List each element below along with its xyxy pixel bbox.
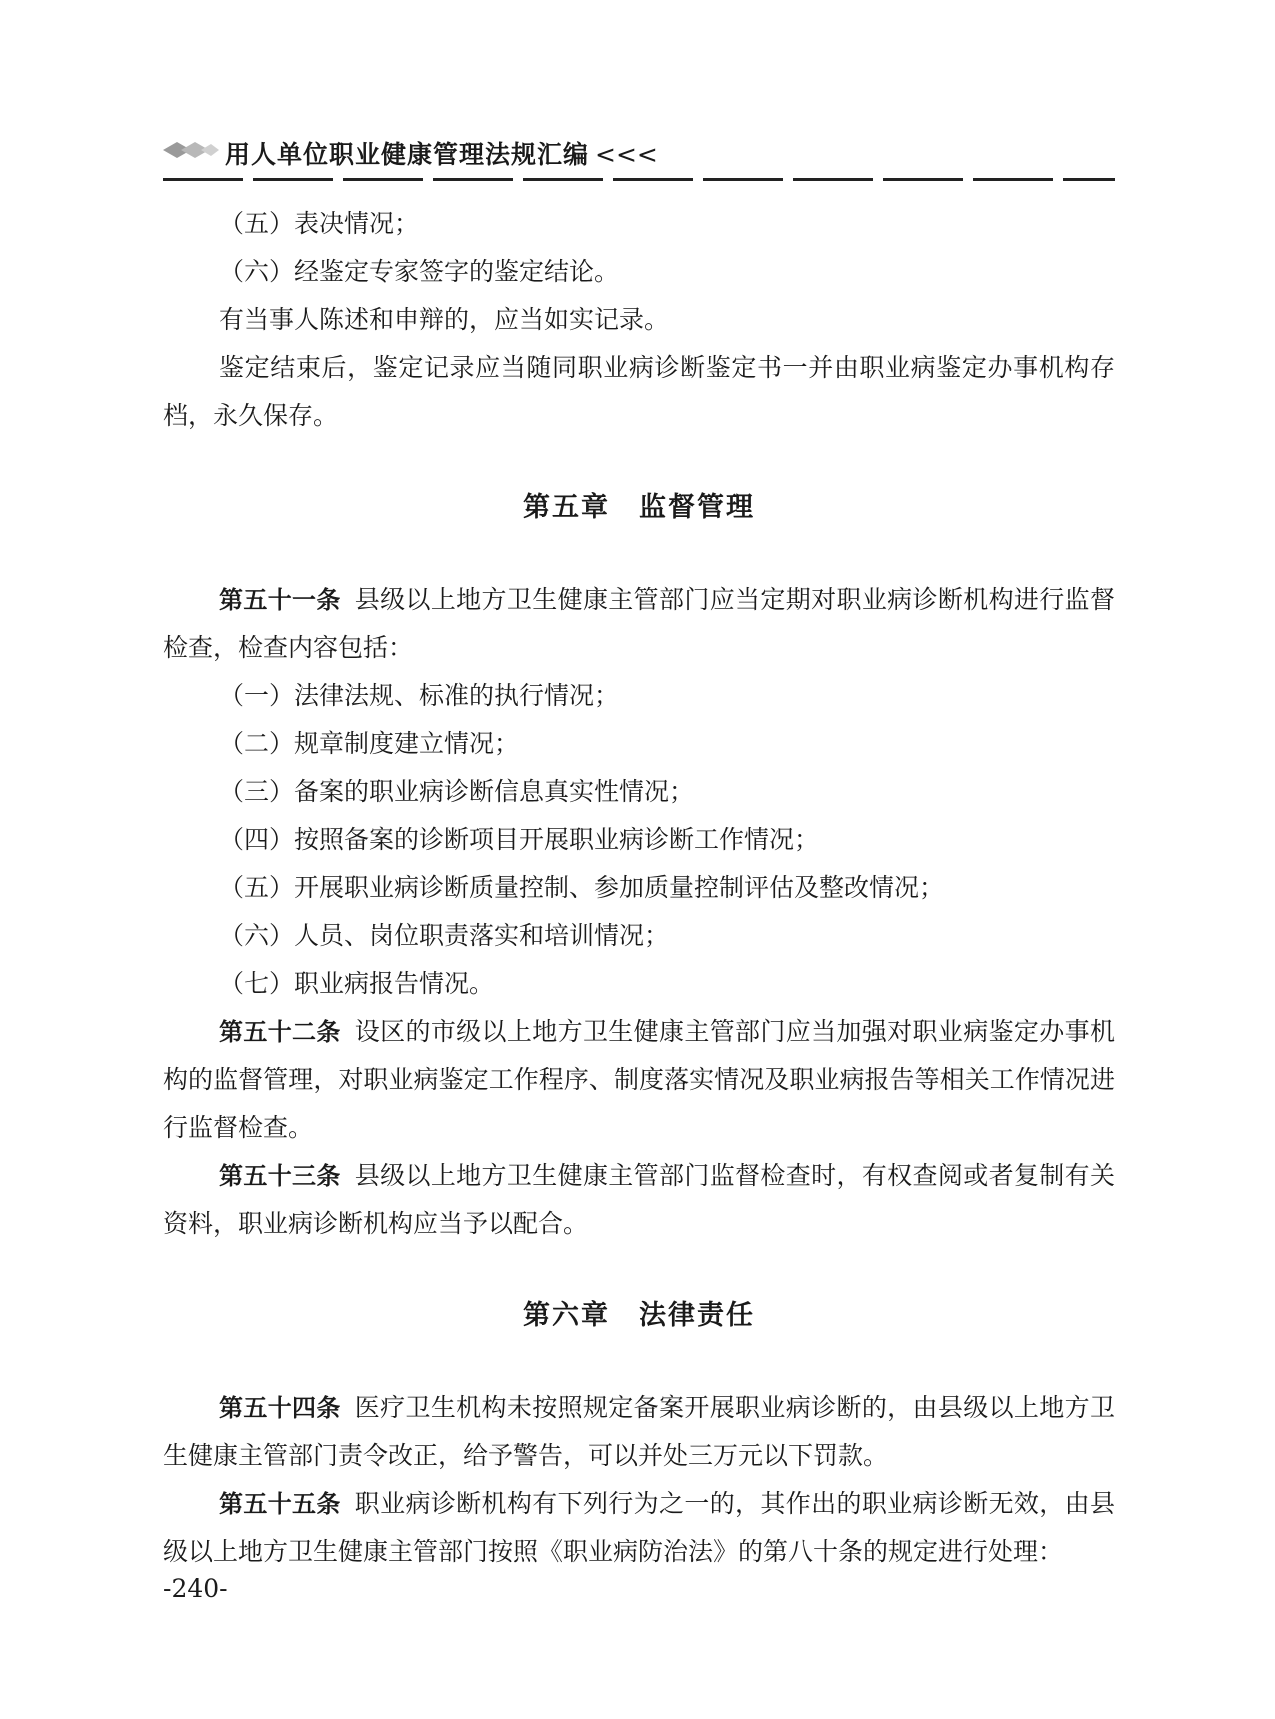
list-item: （四）按照备案的诊断项目开展职业病诊断工作情况； (219, 825, 820, 854)
article-52 (163, 1008, 1115, 1152)
article-text: 设区的市级以上地方卫生健康主管部门应当加强对职业病鉴定办事机构的监督管理，对职业病鉴定工作程序、制度落实情况及职业病报告等相关工作情况进行监督检查。 (163, 1017, 1115, 1142)
article-55 (163, 1480, 1115, 1576)
article-53 (163, 1152, 1115, 1248)
book-title: 用人单位职业健康管理法规汇编 (225, 140, 590, 169)
paragraph: 鉴定结束后，鉴定记录应当随同职业病诊断鉴定书一并由职业病鉴定办事机构存档，永久保存。 (163, 353, 1115, 430)
article-label: 第五十一条 (219, 586, 341, 614)
list-item: （五）表决情况； (219, 209, 420, 238)
header-rule (163, 178, 1115, 181)
article-54 (163, 1384, 1115, 1480)
chapter-title: 第六章 法律责任 (523, 1300, 755, 1331)
article-text: 医疗卫生机构未按照规定备案开展职业病诊断的，由县级以上地方卫生健康主管部门责令改正，给予警告，可以并处三万元以下罚款。 (163, 1393, 1115, 1470)
article-label: 第五十四条 (219, 1394, 341, 1422)
list-item: （六）经鉴定专家签字的鉴定结论。 (219, 257, 620, 286)
page-content (163, 200, 1115, 1576)
double-diamond-icon (163, 139, 219, 161)
article-label: 第五十二条 (219, 1018, 341, 1046)
article-text: 县级以上地方卫生健康主管部门监督检查时，有权查阅或者复制有关资料，职业病诊断机构应当予以配合。 (163, 1161, 1115, 1238)
list-item: （五）开展职业病诊断质量控制、参加质量控制评估及整改情况； (219, 873, 945, 902)
paragraph: 有当事人陈述和申辩的，应当如实记录。 (219, 305, 670, 334)
running-header (163, 135, 1115, 175)
article-label: 第五十三条 (219, 1162, 341, 1190)
list-item: （六）人员、岗位职责落实和培训情况； (219, 921, 670, 950)
page-number: -240- (163, 1574, 228, 1603)
list-item: （三）备案的职业病诊断信息真实性情况； (219, 777, 695, 806)
article-label: 第五十五条 (219, 1490, 341, 1518)
list-item: （七）职业病报告情况。 (219, 969, 495, 998)
header-chevrons: <<< (595, 140, 658, 169)
list-item: （二）规章制度建立情况； (219, 729, 520, 758)
article-text: 职业病诊断机构有下列行为之一的，其作出的职业病诊断无效，由县级以上地方卫生健康主管部门按照《职业病防治法》的第八十条的规定进行处理： (163, 1489, 1115, 1566)
list-item: （一）法律法规、标准的执行情况； (219, 681, 620, 710)
article-text: 县级以上地方卫生健康主管部门应当定期对职业病诊断机构进行监督检查，检查内容包括： (163, 585, 1115, 662)
chapter-title: 第五章 监督管理 (523, 492, 755, 523)
article-51 (163, 576, 1115, 672)
